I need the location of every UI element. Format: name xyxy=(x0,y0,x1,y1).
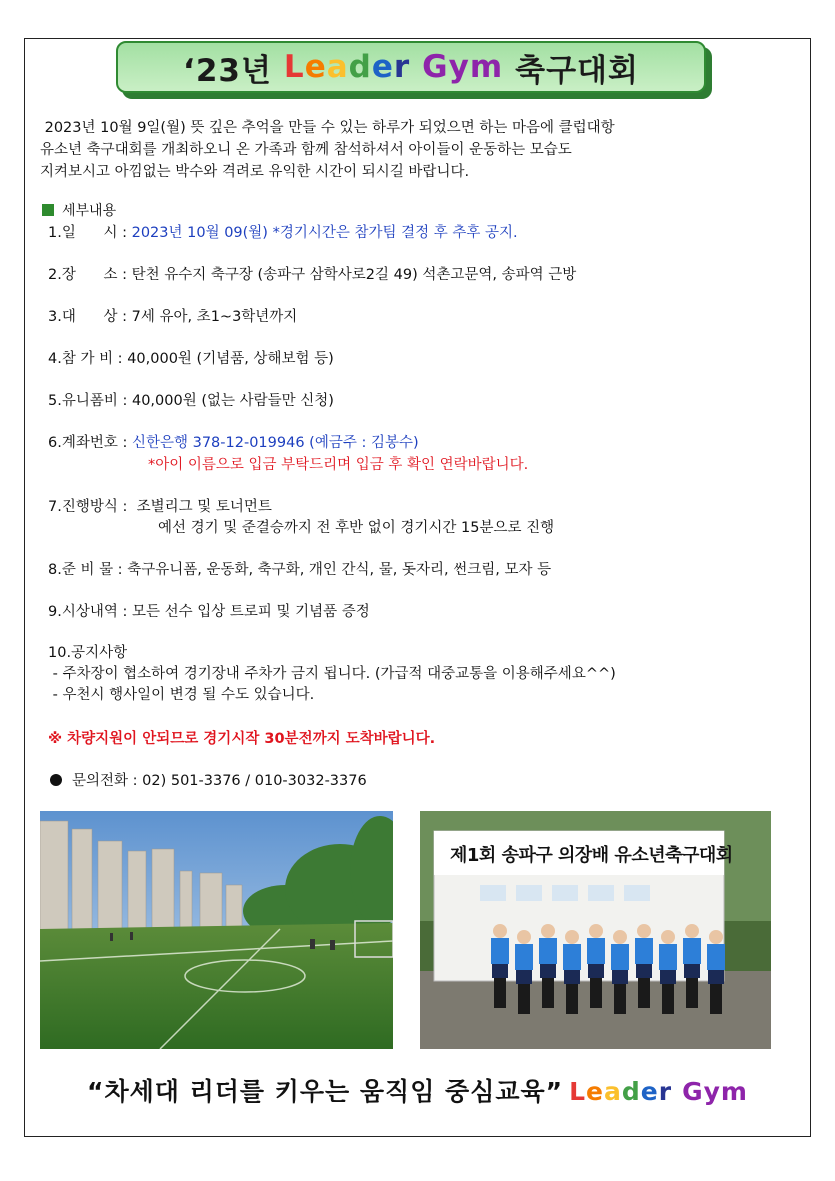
detail-item-target xyxy=(48,305,297,326)
detail-item-fee xyxy=(48,347,334,368)
item-label: 8.준 비 물 : xyxy=(48,562,128,578)
intro-paragraph xyxy=(40,117,800,183)
leader-letter: r xyxy=(393,49,411,85)
item-value: 조별리그 및 토너먼트 xyxy=(136,499,272,515)
notice-line: - 우천시 행사일이 변경 될 수도 있습니다. xyxy=(48,687,315,703)
item-label: 4.참 가 비 : xyxy=(48,351,128,367)
title-prefix: ‘23년 xyxy=(183,52,272,89)
contact-line xyxy=(50,769,367,790)
item-value: 40,000원 (기념품, 상해보험 등) xyxy=(127,351,334,367)
detail-item-uniform-fee xyxy=(48,389,334,410)
item-label: 5.유니폼비 : xyxy=(48,393,132,409)
field-photo xyxy=(40,811,393,1049)
item-label: 1.일 시 : xyxy=(48,225,132,241)
item-value: 탄천 유수지 축구장 (송파구 삼학사로2길 49) 석촌고문역, 송파역 근방 xyxy=(131,267,577,283)
intro-line: 유소년 축구대회를 개최하오니 온 가족과 함께 참석하셔서 아이들이 운동하는 모습도 xyxy=(40,142,572,158)
leader-letter: d xyxy=(348,49,372,85)
slogan xyxy=(0,1072,835,1108)
detail-item-account xyxy=(48,431,419,452)
leader-letter: d xyxy=(621,1077,641,1106)
leader-letter: e xyxy=(304,49,327,85)
intro-line: 지켜보시고 아낌없는 박수와 격려로 유익한 시간이 되시길 바랍니다. xyxy=(40,164,470,180)
leader-letter: L xyxy=(569,1077,587,1106)
warning-text: ※ 차량지원이 안되므로 경기시작 30분전까지 도착바랍니다. xyxy=(48,731,436,747)
intro-line: 2023년 10월 9일(월) 뜻 깊은 추억을 만들 수 있는 하루가 되었으면 하는 마음에 클럽대항 xyxy=(40,120,615,136)
notice-line: - 주차장이 협소하여 경기장내 주차가 금지 됩니다. (가급적 대중교통을 이용해주세요^^) xyxy=(48,666,616,682)
item-label: 6.계좌번호 : xyxy=(48,435,132,451)
detail-item-date xyxy=(48,221,518,242)
detail-item-supplies xyxy=(48,558,551,579)
item-value: 40,000원 (없는 사람들만 신청) xyxy=(131,393,334,409)
leader-letter: L xyxy=(283,49,305,85)
item-label: 2.장 소 : xyxy=(48,267,132,283)
section-heading xyxy=(42,200,116,220)
detail-item-format xyxy=(48,495,272,516)
section-title: 세부내용 xyxy=(62,203,117,219)
bullet-icon xyxy=(50,774,62,786)
leader-letter: e xyxy=(371,49,394,85)
item-value: 7세 유아, 초1~3학년까지 xyxy=(131,309,298,325)
title-suffix: 축구대회 xyxy=(515,52,639,89)
item-label: 7.진행방식 : xyxy=(48,499,137,515)
page-title xyxy=(116,41,706,93)
item-label: 9.시상내역 : xyxy=(48,604,132,620)
banner-text: 제1회 송파구 의장배 유소년축구대회 xyxy=(450,845,733,866)
item-value: 축구유니폼, 운동화, 축구화, 개인 간식, 물, 돗자리, 썬크림, 모자 등 xyxy=(127,562,552,578)
account-note: *아이 이름으로 입금 부탁드리며 입금 후 확인 연락바랍니다. xyxy=(148,457,529,473)
leader-letter: a xyxy=(326,49,349,85)
item-value: 2023년 10월 09(월) *경기시간은 참가팀 결정 후 추후 공지. xyxy=(131,225,518,241)
item-value: 모든 선수 입상 트로피 및 기념품 증정 xyxy=(131,604,370,620)
slogan-quote: “차세대 리더를 키우는 움직임 중심교육” xyxy=(87,1077,564,1106)
title-gym: Gym xyxy=(422,49,504,85)
item-label: 3.대 상 : xyxy=(48,309,132,325)
detail-item-awards xyxy=(48,600,370,621)
leader-letter: e xyxy=(640,1077,659,1106)
contact-text: 문의전화 : 02) 501-3376 / 010-3032-3376 xyxy=(72,773,367,789)
green-square-icon xyxy=(42,204,54,216)
detail-item-place xyxy=(48,263,576,284)
leader-letter: e xyxy=(586,1077,604,1106)
leader-letter: r xyxy=(658,1077,673,1106)
title-leader xyxy=(284,49,410,85)
item-value: 신한은행 378-12-019946 (예금주 : 김봉수) xyxy=(131,435,419,451)
slogan-gym: Gym xyxy=(682,1077,748,1106)
team-photo xyxy=(420,811,771,1049)
leader-letter: a xyxy=(604,1077,622,1106)
format-note: 예선 경기 및 준결승까지 전 후반 없이 경기시간 15분으로 진행 xyxy=(158,520,555,536)
slogan-leader xyxy=(569,1077,672,1106)
notice-title: 10.공지사항 xyxy=(48,645,128,661)
